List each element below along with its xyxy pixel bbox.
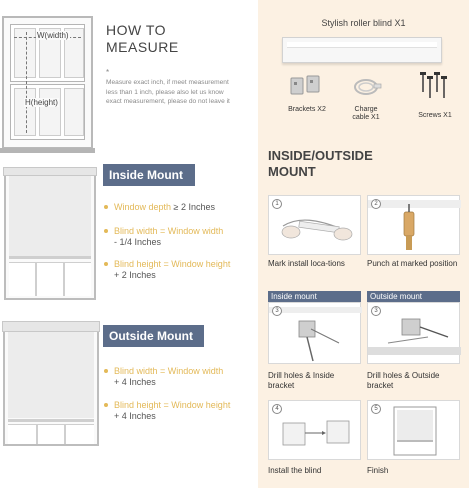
measure-note: Measure exact inch, if meet measurement less than 1 inch, please also let us know exact measurement, please do not leave it xyxy=(106,79,230,105)
step-2-label: Punch at marked position xyxy=(367,259,458,268)
height-label: H(height) xyxy=(25,98,58,107)
step-1-image: 1 xyxy=(268,195,361,255)
step-1-label: Mark install loca-tions xyxy=(268,259,345,268)
window-sill xyxy=(0,148,95,153)
step-4-label: Install the blind xyxy=(268,466,322,475)
charge-cable-icon xyxy=(350,74,384,100)
charge-cable-label: Charge cable X1 xyxy=(352,106,380,121)
step-3-inside-image: 3 xyxy=(268,302,361,364)
screws-icon xyxy=(418,70,452,106)
brackets-icon xyxy=(288,72,324,102)
drill-icon xyxy=(368,196,461,256)
roller-blind-icon xyxy=(282,37,442,63)
height-dimension-line xyxy=(26,32,27,133)
width-label: W(width) xyxy=(37,31,69,40)
inside-mount-banner: Inside Mount xyxy=(103,164,195,186)
window-measure-illustration xyxy=(2,16,93,149)
measure-title: HOW TO MEASURE xyxy=(106,22,179,55)
outside-mount-illustration xyxy=(3,322,99,446)
note-asterisk: * xyxy=(106,68,110,77)
step-2-image: 2 xyxy=(367,195,460,255)
install-steps-title: INSIDE/OUTSIDE MOUNT xyxy=(268,148,373,179)
step-3-inside-label: Drill holes & Inside bracket xyxy=(268,371,335,390)
inside-mount-illustration xyxy=(4,168,96,300)
step-5-label: Finish xyxy=(367,466,389,475)
finished-blind-icon xyxy=(368,401,461,461)
step-3-outside-image: 3 xyxy=(367,302,460,364)
outside-mount-banner: Outside Mount xyxy=(103,325,204,347)
lower-sash xyxy=(10,84,85,140)
install-blind-icon xyxy=(269,401,362,461)
brackets-label: Brackets X2 xyxy=(288,106,326,113)
outside-bracket-icon xyxy=(368,303,461,365)
measuring-tape-icon xyxy=(269,196,362,256)
inside-bracket-icon xyxy=(269,303,362,365)
inside-mount-tag: Inside mount xyxy=(268,291,361,302)
step-3-outside-label: Drill holes & Outside bracket xyxy=(367,371,440,390)
measure-guide-panel: W(width) H(height) HOW TO MEASURE * Measure exact inch, if meet measurement less than 1 inch, please also let us know exact measurement, please do not leave it Inside Mount Window depth ≥ 2 Inches Blind width = Window width - 1/4 Inches Blind height = Window height + 2 Inches Outside Mount Blind width = Window width + 4 Inches Blind height = Window height + 4 Inches xyxy=(0,0,258,488)
screws-label: Screws X1 xyxy=(418,112,452,119)
package-title: Stylish roller blind X1 xyxy=(321,18,406,28)
step-5-image: 5 xyxy=(367,400,460,460)
package-and-install-panel xyxy=(258,0,469,488)
outside-mount-tag: Outside mount xyxy=(367,291,460,302)
step-4-image: 4 xyxy=(268,400,361,460)
